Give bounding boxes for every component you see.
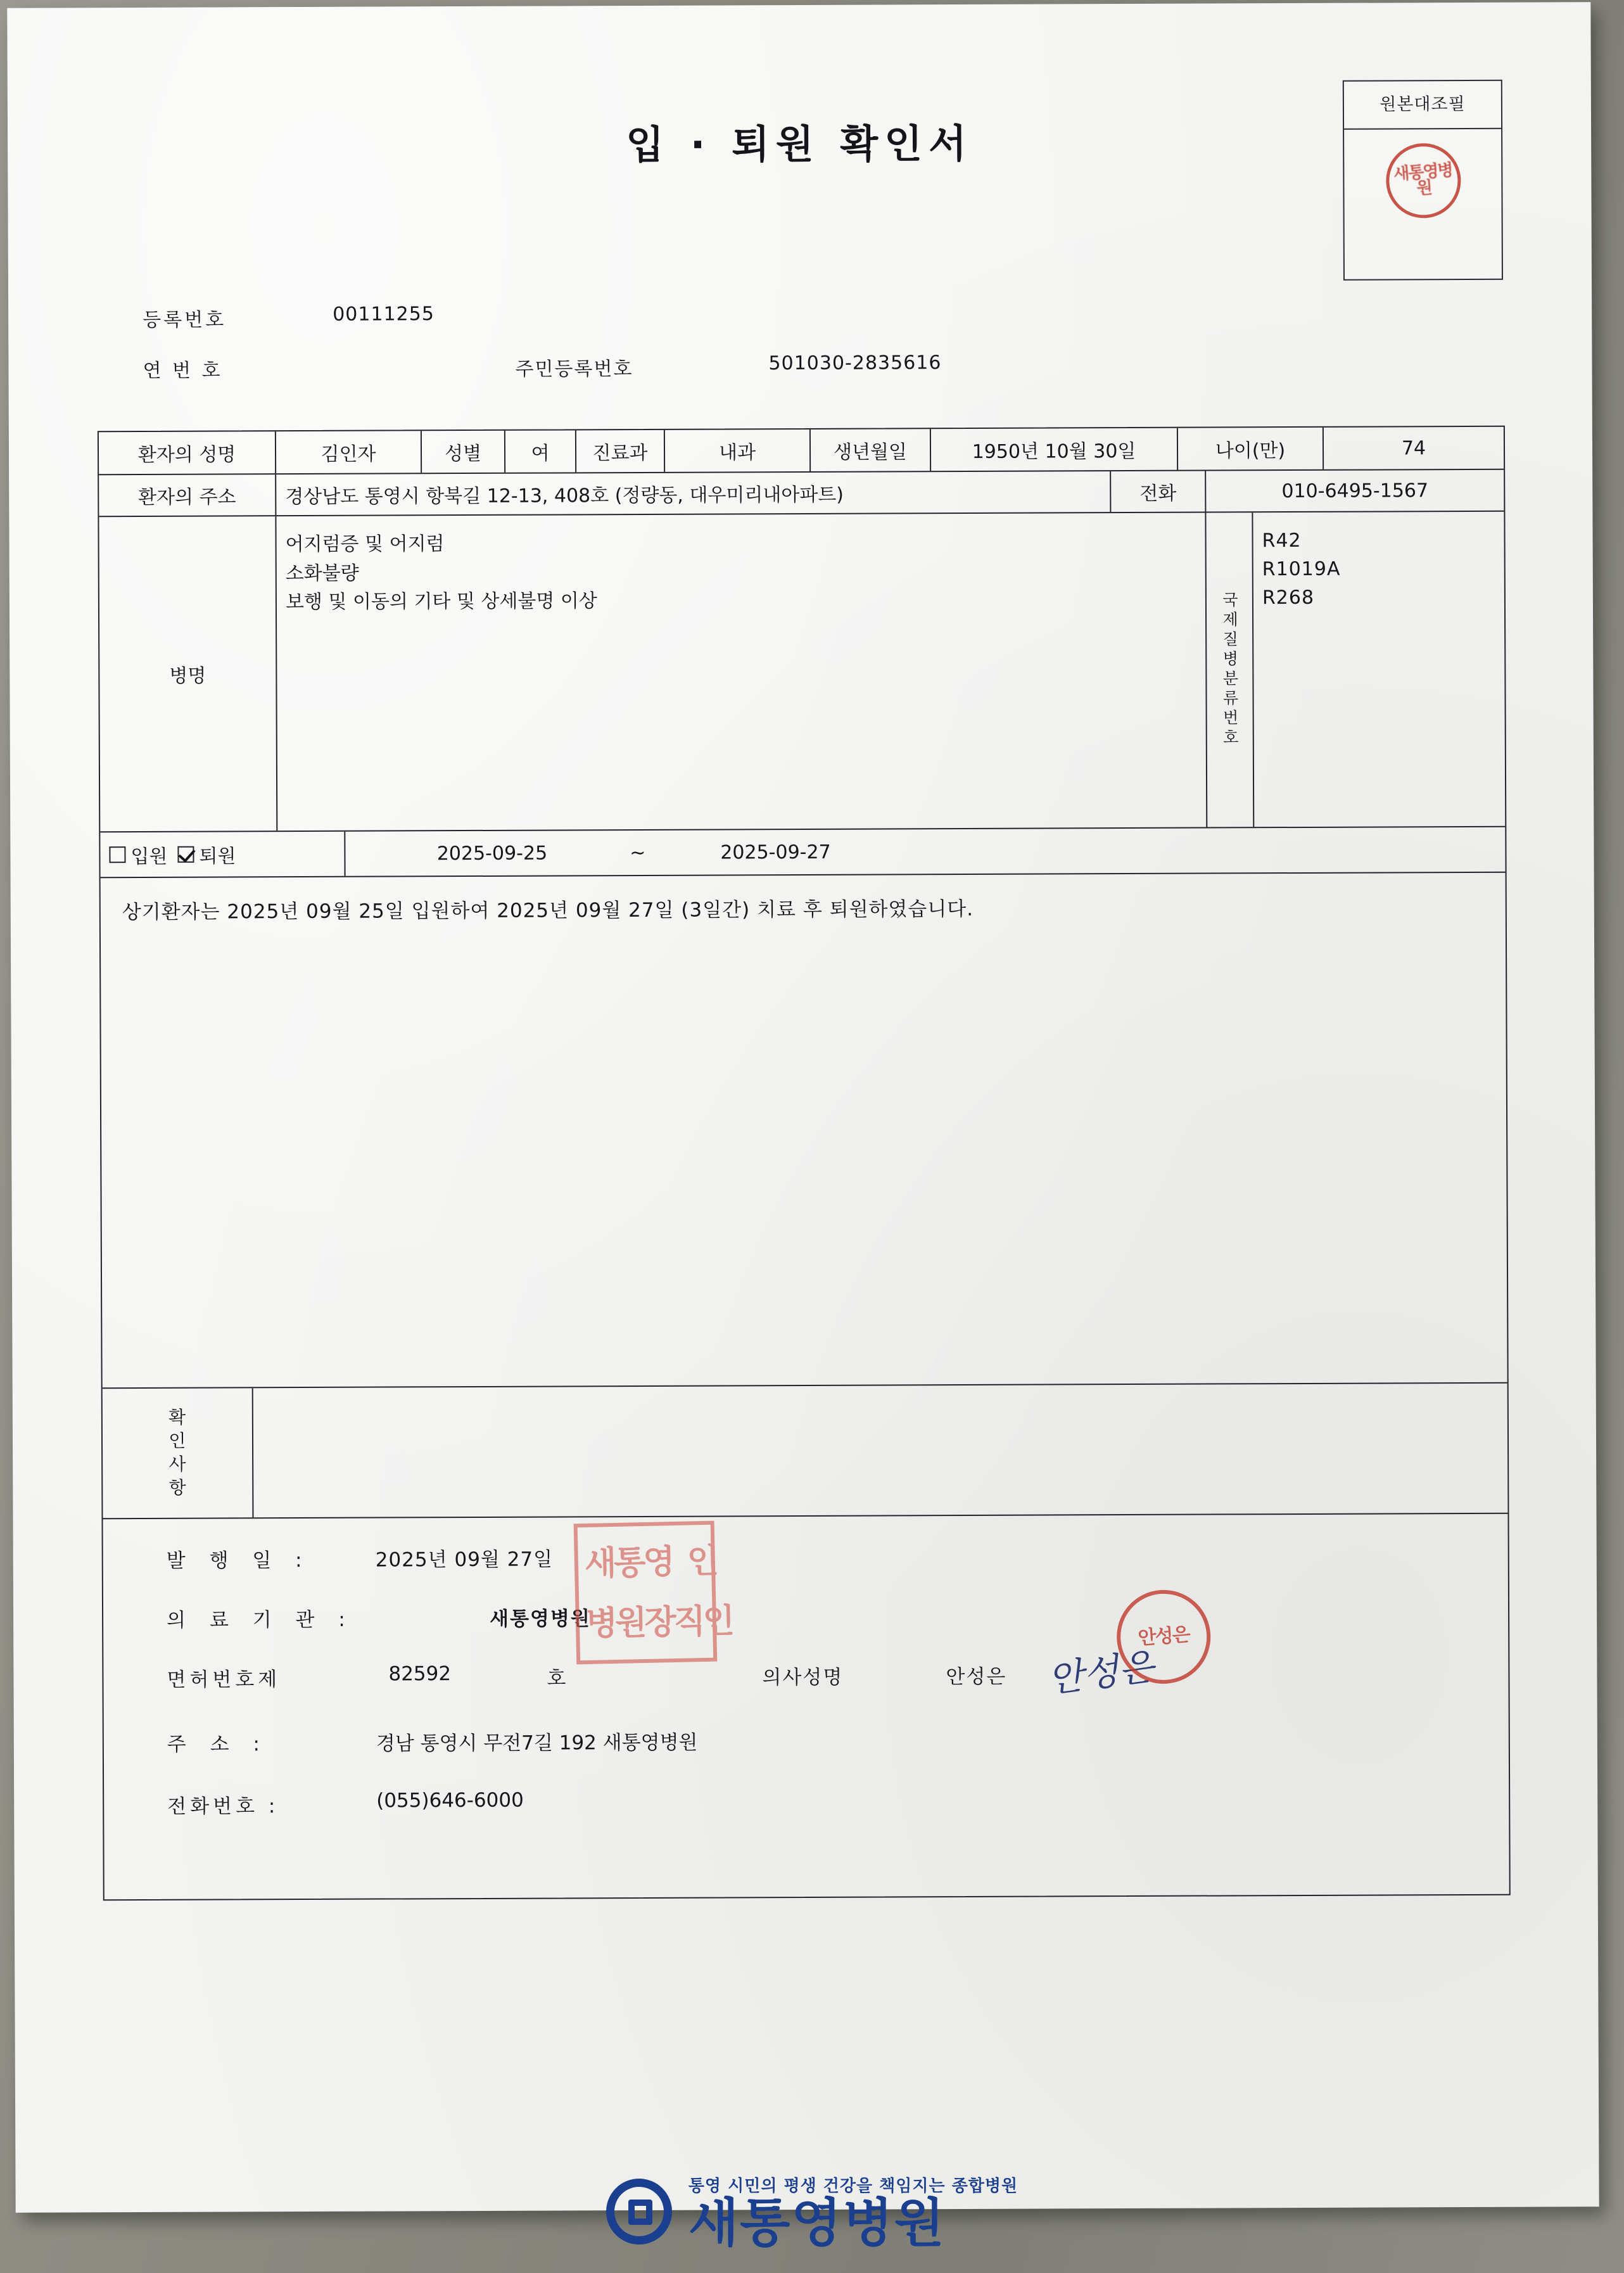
resident-registration-number-label: 주민등록번호: [515, 358, 633, 381]
admission-checkbox[interactable]: [109, 846, 125, 863]
confirmation-label: [103, 1388, 253, 1518]
icd-code-item: R1019A: [1262, 557, 1341, 581]
issuer-address-label: 주 소 :: [167, 1733, 269, 1756]
hospital-logo-icon: [606, 2179, 672, 2244]
statement-text: 상기환자는 2025년 09월 25일 입원하여 2025년 09월 27일 (3일간) 치료 후 퇴원하였습니다.: [122, 897, 974, 924]
doctor-name-value: 안성은: [946, 1665, 1007, 1689]
license-number-suffix: 호: [547, 1667, 566, 1690]
hospital-seal-text: 새통영: [584, 1543, 673, 1583]
age-label: 나이(만): [1178, 428, 1324, 470]
patient-sex-value: 여: [505, 430, 576, 472]
original-verified-seal-text: 새통영병원: [1393, 161, 1453, 199]
document-paper: [7, 2, 1599, 2213]
issuer-address-value: 경남 통영시 무전7길 192 새통영병원: [376, 1731, 698, 1755]
confirmation-label-line: 사: [168, 1453, 186, 1475]
stay-date-separator: ~: [630, 841, 646, 864]
original-verified-box: [1343, 80, 1503, 281]
hospital-tagline: 통영 시민의 평생 건강을 책임지는 종합병원: [688, 2177, 1018, 2196]
issuer-block: [103, 1514, 1509, 1900]
certificate-table: [98, 426, 1511, 1901]
statement-cell: [101, 873, 1507, 1388]
patient-name-value: 김인자: [276, 431, 422, 473]
serial-number-label: 연 번 호: [143, 359, 223, 382]
confirmation-label-line: 항: [168, 1477, 186, 1498]
table-row-statement: [101, 873, 1507, 1389]
icd-code-values: [1253, 512, 1505, 827]
hospital-seal-text: 직인: [673, 1601, 733, 1641]
diagnosis-label: 병명: [99, 516, 277, 831]
patient-address-label: 환자의 주소: [99, 474, 276, 516]
table-row-diagnosis: [99, 512, 1505, 833]
patient-name-label: 환자의 성명: [99, 431, 276, 474]
table-row-patient-address: [99, 470, 1504, 518]
issue-date-label: 발 행 일 :: [166, 1548, 311, 1572]
icd-code-label: [1206, 513, 1254, 827]
stay-from-date: 2025-09-25: [436, 842, 548, 865]
hospital-seal-text: 인: [687, 1542, 717, 1581]
hospital-seal-text: 병원장: [585, 1603, 675, 1643]
hospital-name: 새통영병원: [688, 2193, 946, 2253]
institution-label: 의 료 기 관 :: [167, 1608, 354, 1632]
license-number-value: 82592: [388, 1662, 452, 1686]
admission-label: 입원: [130, 845, 168, 869]
original-verified-seal: [1383, 141, 1463, 220]
department-label: 진료과: [576, 430, 665, 473]
diagnosis-item: 소화불량: [285, 562, 359, 585]
license-number-label: 면허번호제: [167, 1668, 281, 1691]
stay-dates-cell: [346, 827, 1506, 876]
hospital-logo-footer: [0, 2173, 1624, 2253]
doctor-seal-text: 안성은: [1137, 1623, 1190, 1650]
discharge-checkbox[interactable]: [177, 846, 194, 863]
department-value: 내과: [665, 430, 811, 472]
confirmation-value: [253, 1384, 1507, 1518]
birthdate-value: 1950년 10월 30일: [931, 428, 1178, 471]
icd-code-item: R268: [1262, 586, 1315, 609]
diagnosis-item: 보행 및 이동의 기타 및 상세불명 이상: [285, 590, 597, 614]
doctor-name-label: 의사성명: [762, 1665, 844, 1690]
table-row-issuer: [103, 1514, 1509, 1900]
table-row-stay-period: [100, 827, 1505, 879]
admission-checkbox-item[interactable]: [109, 841, 167, 869]
doctor-signature: 안성은: [1045, 1645, 1157, 1702]
patient-phone-label: 전화: [1111, 471, 1206, 513]
discharge-label: 퇴원: [199, 845, 236, 868]
issuer-phone-label: 전화번호 :: [167, 1795, 279, 1818]
table-row-confirmation: [103, 1384, 1508, 1520]
issuer-phone-value: (055)646-6000: [376, 1788, 524, 1812]
registration-number-label: 등록번호: [143, 309, 227, 331]
icd-code-label-text: 국제질병분류번호: [1220, 591, 1240, 749]
diagnosis-values: [276, 513, 1207, 831]
patient-sex-label: 성별: [422, 431, 505, 473]
patient-address-value: 경상남도 통영시 항북길 12-13, 408호 (정량동, 대우미리내아파트): [276, 471, 1111, 515]
resident-registration-number-value: 501030-2835616: [768, 352, 942, 375]
discharge-checkbox-item[interactable]: [177, 840, 236, 868]
patient-phone-value: 010-6495-1567: [1281, 479, 1429, 502]
original-verified-label: 원본대조필: [1344, 81, 1501, 130]
table-row-patient-basic: [99, 427, 1504, 476]
issue-date-value: 2025년 09월 27일: [375, 1548, 554, 1572]
stay-type-cell: [100, 832, 346, 877]
birthdate-label: 생년월일: [811, 429, 931, 471]
confirmation-label-line: 확: [168, 1406, 186, 1428]
diagnosis-item: 어지럼증 및 어지럼: [285, 533, 445, 556]
hospital-official-seal: [574, 1521, 733, 1665]
registration-number-value: 00111255: [333, 303, 435, 326]
icd-code-item: R42: [1262, 529, 1302, 552]
stay-to-date: 2025-09-27: [720, 841, 831, 863]
page-title: 입 · 퇴원 확인서: [626, 120, 974, 169]
confirmation-label-line: 인: [168, 1430, 186, 1451]
institution-value: 새통영병원: [490, 1607, 591, 1631]
age-value: 74: [1401, 436, 1426, 459]
